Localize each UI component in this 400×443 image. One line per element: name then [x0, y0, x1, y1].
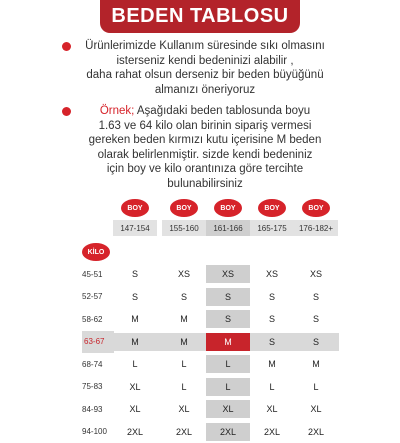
title-banner — [100, 0, 300, 33]
size-cell: 2XL — [307, 426, 324, 437]
size-cell: L — [206, 378, 250, 396]
boy-header-badge: BOY — [121, 199, 149, 217]
kilo-range-cell: 84-93 — [82, 404, 103, 414]
example-line: için boy ve kilo orantınıza göre tercihte — [106, 163, 304, 176]
advice-line: daha rahat olsun derseniz bir beden büyüğünü — [86, 69, 324, 82]
kilo-range-cell: 68-74 — [82, 359, 103, 369]
size-cell: L — [132, 359, 138, 369]
advice-line: isterseniz kendi bedeninizi alabilir , — [116, 54, 294, 67]
size-cell: 2XL — [175, 426, 192, 437]
size-cell: L — [206, 355, 250, 373]
size-cell: 2XL — [126, 426, 143, 437]
size-cell: XL — [129, 404, 141, 414]
size-cell: M — [131, 314, 139, 324]
example-line: bulunabilirsiniz — [167, 177, 243, 190]
kilo-header-badge: KİLO — [82, 243, 110, 261]
size-cell: S — [312, 291, 319, 302]
paragraph-advice — [60, 39, 350, 97]
size-cell: S — [268, 336, 275, 347]
boy-header-badge: BOY — [302, 199, 330, 217]
example-line: Aşağıdaki beden tablosunda boyu — [134, 105, 311, 117]
size-cell: M — [180, 336, 188, 347]
height-range-header: 176-182+ — [294, 220, 338, 236]
size-cell: XS — [265, 269, 278, 279]
advice-line: Ürünlerimizde Kullanım süresinde sıkı olmasını — [85, 40, 325, 52]
example-label: Örnek; — [99, 105, 135, 117]
example-line: 1.63 ve 64 kilo olan birinin sipariş vermesi — [98, 119, 312, 132]
example-line: olarak belirlenmiştir. sizde kendi bedeniniz — [97, 148, 313, 161]
size-cell: M — [131, 336, 139, 347]
size-cell: XL — [266, 404, 278, 414]
advice-line: almanızı öneriyoruz — [154, 83, 256, 96]
size-cell: M — [312, 359, 320, 369]
size-cell: L — [269, 381, 275, 392]
height-range-header: 165-175 — [250, 220, 294, 236]
kilo-range-cell: 52-57 — [82, 292, 103, 301]
size-cell: S — [131, 291, 138, 302]
size-cell: 2XL — [206, 423, 250, 441]
size-cell: S — [312, 336, 319, 347]
size-cell: M — [268, 359, 276, 369]
kilo-range-cell: 45-51 — [82, 269, 103, 279]
kilo-range-cell: 75-83 — [82, 382, 103, 391]
example-line: gereken beden kırmızı kutu içerisine M beden — [88, 134, 322, 147]
height-range-header: 155-160 — [162, 220, 206, 236]
height-range-header: 161-166 — [206, 220, 250, 236]
boy-header-badge: BOY — [258, 199, 286, 217]
size-cell: XS — [309, 269, 322, 279]
size-cell: S — [312, 314, 319, 324]
size-cell: S — [131, 269, 138, 279]
size-cell: L — [181, 359, 187, 369]
kilo-range-cell: 58-62 — [82, 314, 103, 324]
size-cell: M — [180, 314, 188, 324]
example-line-first — [60, 104, 350, 119]
height-range-header: 147-154 — [113, 220, 157, 236]
size-cell: XL — [129, 381, 141, 392]
size-cell: S — [180, 291, 187, 302]
size-cell: M — [206, 333, 250, 351]
size-cell: XS — [177, 269, 190, 279]
size-cell: XL — [178, 404, 190, 414]
page-title: BEDEN TABLOSU — [111, 5, 289, 27]
size-cell: S — [206, 288, 250, 306]
size-cell: XL — [206, 400, 250, 418]
size-cell: 2XL — [263, 426, 280, 437]
size-cell: S — [268, 291, 275, 302]
kilo-range-cell: 63-67 — [82, 331, 114, 353]
paragraph-example — [60, 104, 350, 192]
size-cell: L — [313, 381, 319, 392]
kilo-range-cell: 94-100 — [82, 427, 107, 436]
size-cell: L — [181, 381, 187, 392]
size-cell: XS — [206, 265, 250, 283]
boy-header-badge: BOY — [214, 199, 242, 217]
size-cell: S — [268, 314, 275, 324]
size-cell: XL — [310, 404, 322, 414]
boy-header-badge: BOY — [170, 199, 198, 217]
size-cell: S — [206, 310, 250, 328]
